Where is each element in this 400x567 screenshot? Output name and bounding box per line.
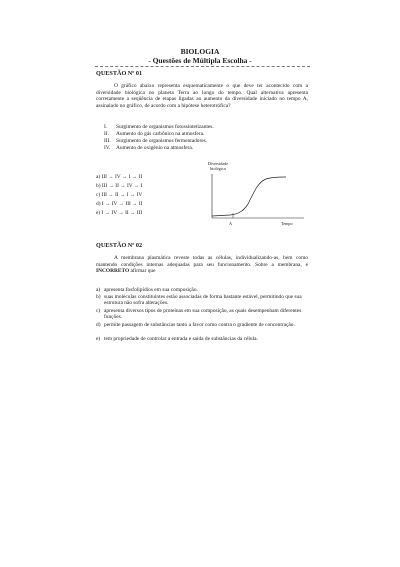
statement-text: Surgimento de organismos fotossintetizantes. (116, 124, 214, 130)
question-2-stem (96, 255, 308, 275)
statement-text: Aumento de oxigênio na atmosfera. (116, 145, 194, 151)
statement-text: Aumento do gás carbônico na atmosfera. (116, 131, 205, 137)
graph-ylabel-line2: biológica (210, 166, 226, 171)
option-letter: e) (96, 336, 101, 342)
option-text: tem propriedade de controlar a entrada e saída de substâncias da célula. (104, 336, 258, 342)
graph-ylabel-line1: Diversidade (207, 161, 229, 166)
option-b[interactable] (96, 294, 310, 307)
option-letter: a) (96, 287, 101, 293)
option-a[interactable] (96, 287, 310, 293)
statement-item (104, 138, 207, 144)
alternative-c[interactable]: c) III → II → I → IV (96, 192, 143, 198)
stem-emphasis: INCORRETO (96, 268, 130, 275)
diversity-curve (212, 177, 286, 216)
statement-item (104, 124, 214, 130)
graph-point-a-label: A (229, 221, 233, 226)
page-subtitle: - Questões de Múltipla Escolha - (148, 56, 252, 65)
alternative-a[interactable]: a) III → IV → I → II (96, 174, 143, 180)
option-letter: b) (96, 294, 101, 300)
option-e[interactable] (96, 336, 310, 342)
alternative-b[interactable]: b) III → II → IV → I (96, 183, 143, 189)
graph-xlabel: Tempo (281, 221, 293, 226)
option-c[interactable] (96, 308, 310, 321)
option-text: suas moléculas constituintes estão associadas de forma bastante estável, permitindo que sua estrutura não sofra alterações. (104, 294, 302, 307)
option-text: permite passagem de substâncias tanto a favor como contra o gradiente de concentração. (104, 322, 295, 328)
statement-text: Surgimento de organismos fermentadores. (116, 138, 208, 144)
diversity-graph (200, 160, 316, 232)
header-divider (95, 66, 310, 67)
statement-item (104, 131, 204, 137)
option-d[interactable] (96, 322, 310, 328)
question-1-heading: QUESTÃO Nº 01 (96, 70, 143, 77)
option-text: apresenta fosfolipídios em sua composição. (104, 287, 198, 293)
option-letter: d) (96, 322, 101, 328)
statement-number: II. (104, 131, 109, 137)
stem-text: A membrana plasmática reveste todas as células, individualizando-as, bem como mantendo condições internas adequadas para seu funcionamento. Sobre a membrana, é (96, 255, 308, 268)
question-1-stem: O gráfico abaixo representa esquematicamente o que deve ter acontecido com a diversidade biológica no planeta Terra ao longo do tempo. Qual alternativa apresenta corretamente a seqüência de etapas ligadas ao aumento da diversidade iniciado no tempo A, assinalado no gráfico, de acordo com a hipótese heterotrófica? (96, 83, 308, 109)
option-text: apresenta diversos tipos de proteínas em sua composição, as quais desempenham diferentes funções. (104, 308, 302, 321)
statement-number: IV. (104, 145, 111, 151)
question-2-heading: QUESTÃO Nº 02 (96, 242, 143, 249)
stem-text-end: afirmar que (129, 268, 156, 275)
statement-number: I. (104, 124, 108, 130)
statement-item (104, 145, 193, 151)
alternative-e[interactable]: e) I → IV → II → III (96, 210, 143, 216)
page-title: BIOLOGIA (180, 47, 220, 56)
alternative-d[interactable]: d) I → IV → III → II (96, 201, 143, 207)
statement-number: III. (104, 138, 111, 144)
option-letter: c) (96, 308, 101, 314)
